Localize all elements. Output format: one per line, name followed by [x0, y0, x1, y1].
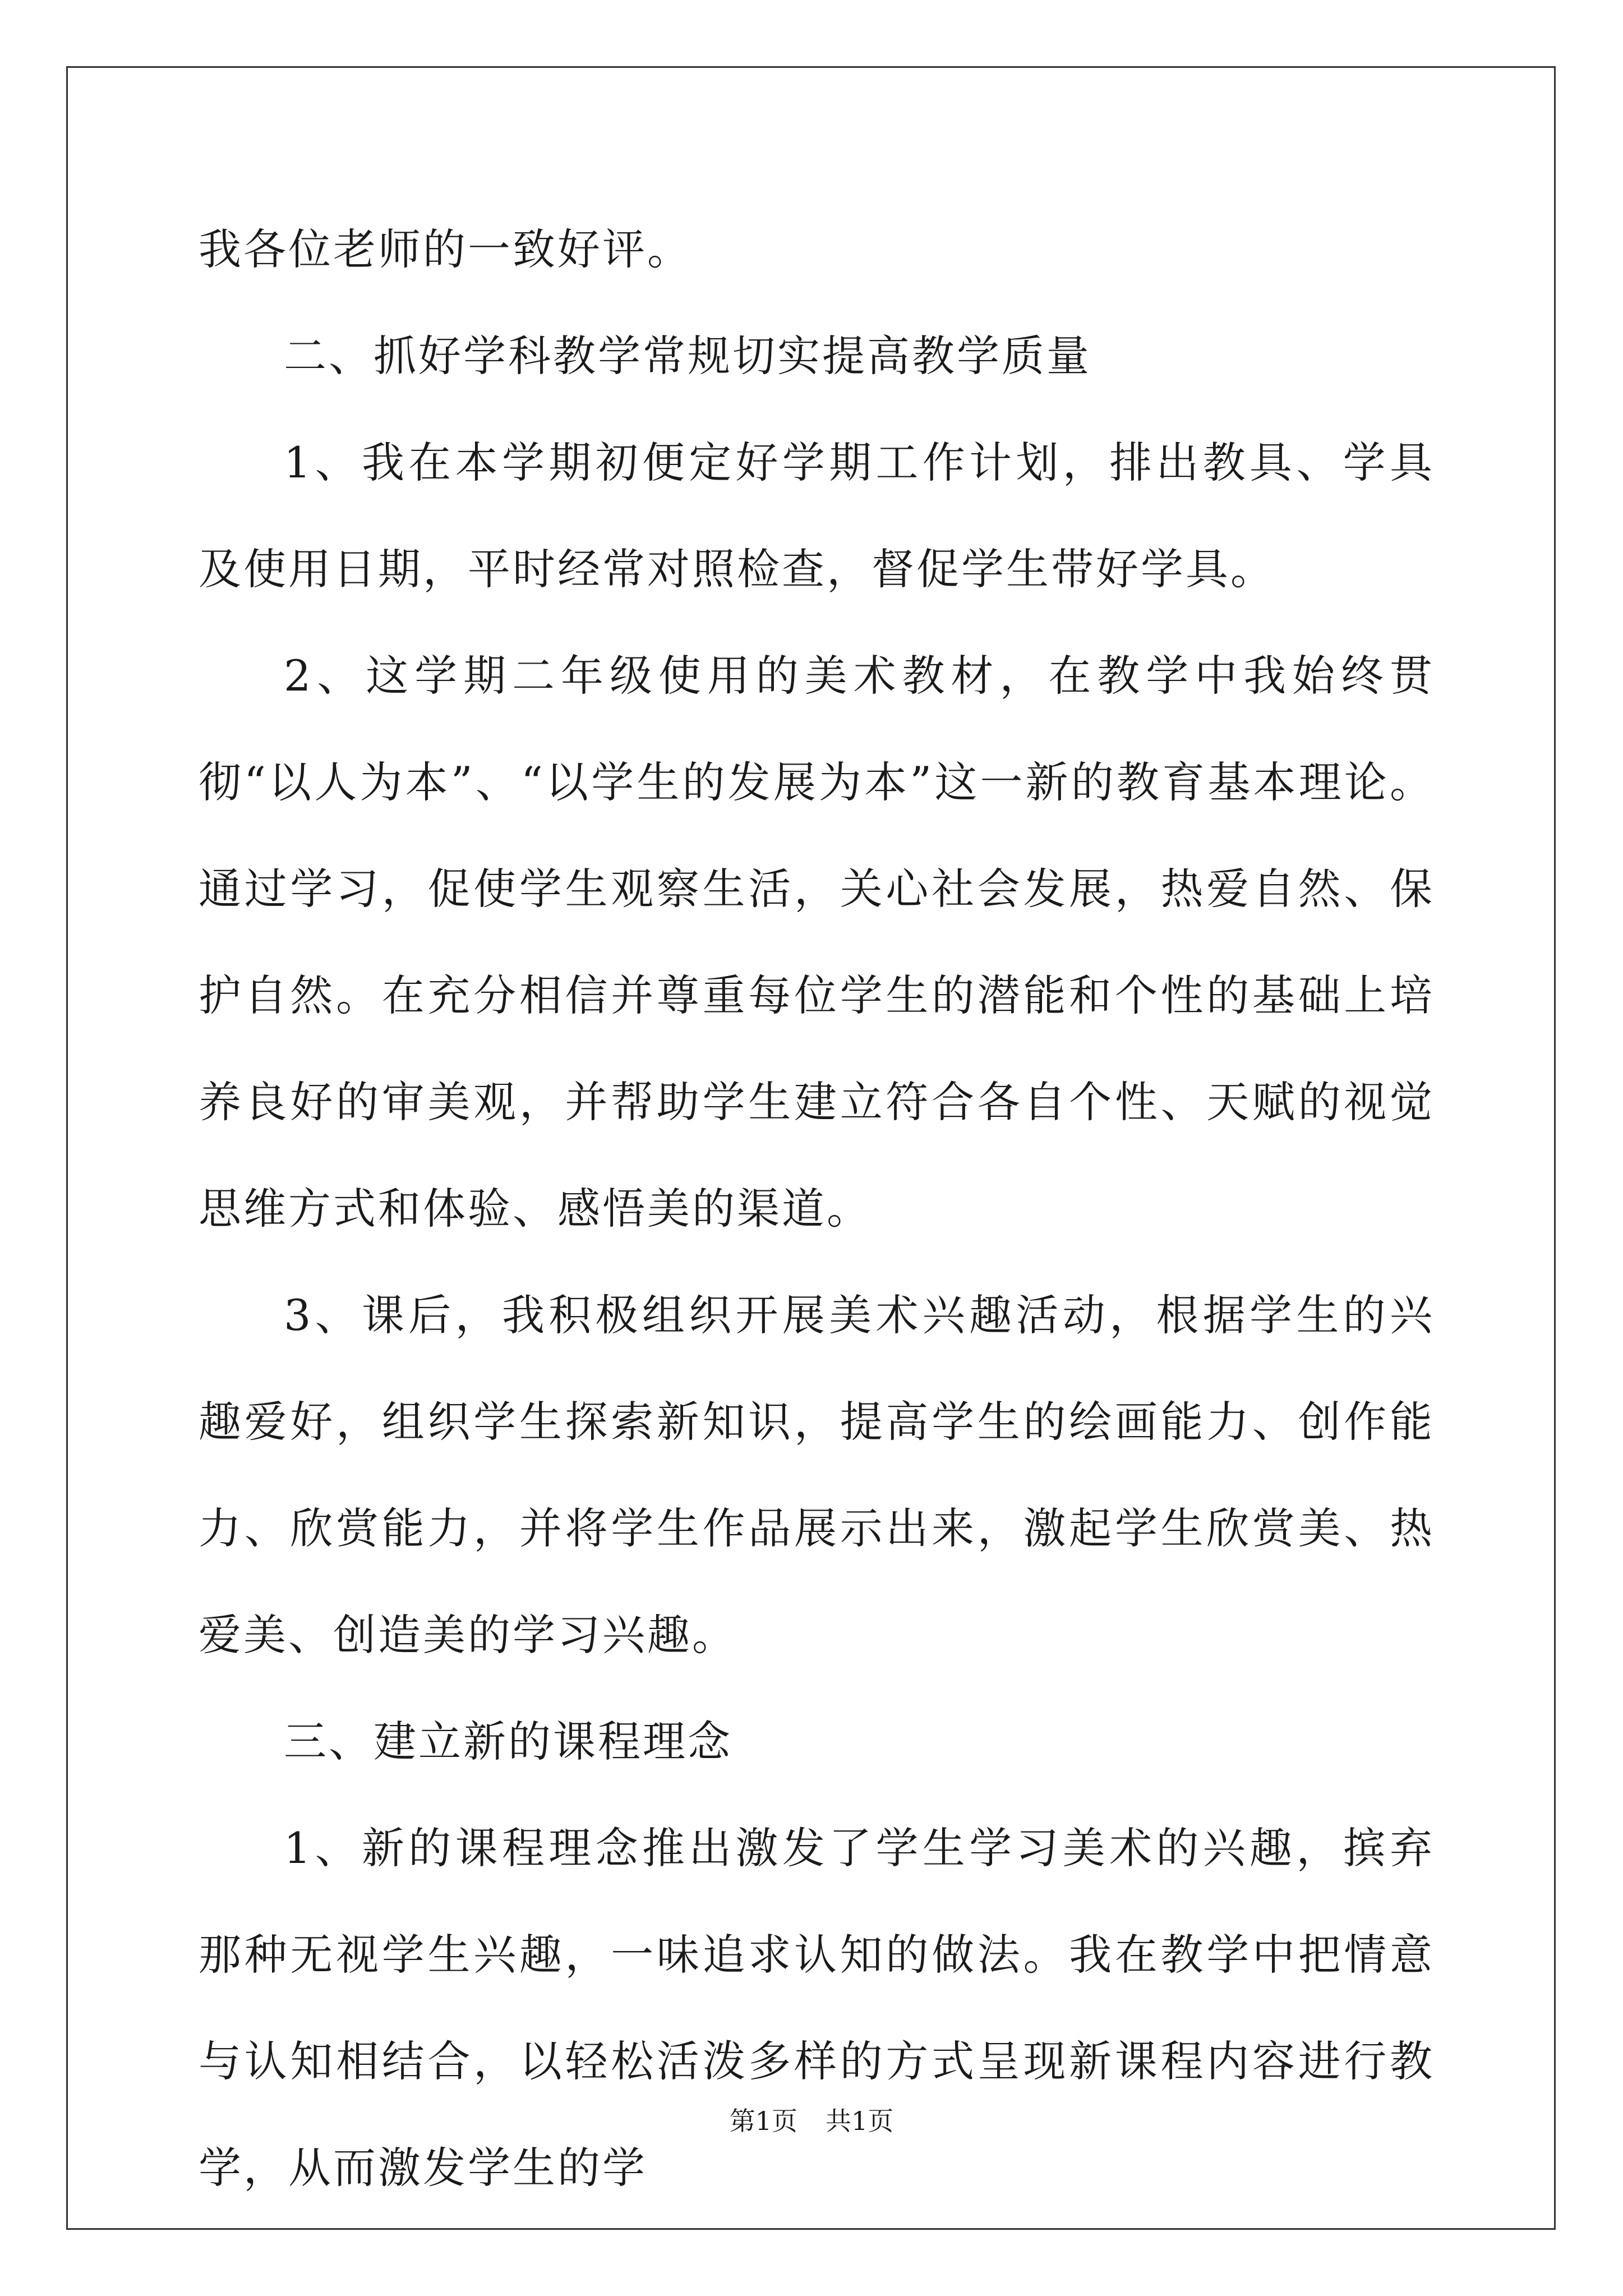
- page-footer: [0, 2101, 1623, 2138]
- paragraph: 3、课后，我积极组织开展美术兴趣活动，根据学生的兴趣爱好，组织学生探索新知识，提高学生的绘画能力、创作能力、欣赏能力，并将学生作品展示出来，激起学生欣赏美、热爱美、创造美的学习兴趣。: [199, 1290, 1435, 1660]
- page-total: 共1页: [826, 2106, 894, 2136]
- paragraph: 1、我在本学期初便定好学期工作计划，排出教具、学具及使用日期，平时经常对照检查，督促学生带好学具。: [199, 438, 1435, 594]
- paragraph: 1、新的课程理念推出激发了学生学习美术的兴趣，摈弃那种无视学生兴趣，一味追求认知的做法。我在教学中把情意与认知相结合，以轻松活泼多样的方式呈现新课程内容进行教学，从而激发学生的学: [199, 1823, 1435, 2193]
- document-body: [199, 196, 1435, 2221]
- section-heading: 二、抓好学科教学常规切实提高教学质量: [284, 331, 1091, 381]
- section-heading: 三、建立新的课程理念: [284, 1717, 732, 1766]
- paragraph: 2、这学期二年级使用的美术教材，在教学中我始终贯彻“以人为本”、“以学生的发展为本”这一新的教育基本理论。通过学习，促使学生观察生活，关心社会发展，热爱自然、保护自然。在充分相信并尊重每位学生的潜能和个性的基础上培养良好的审美观，并帮助学生建立符合各自个性、天赋的视觉思维方式和体验、感悟美的渠道。: [199, 651, 1435, 1234]
- paragraph: 我各位老师的一致好评。: [199, 224, 692, 274]
- page-number: 第1页: [729, 2106, 797, 2136]
